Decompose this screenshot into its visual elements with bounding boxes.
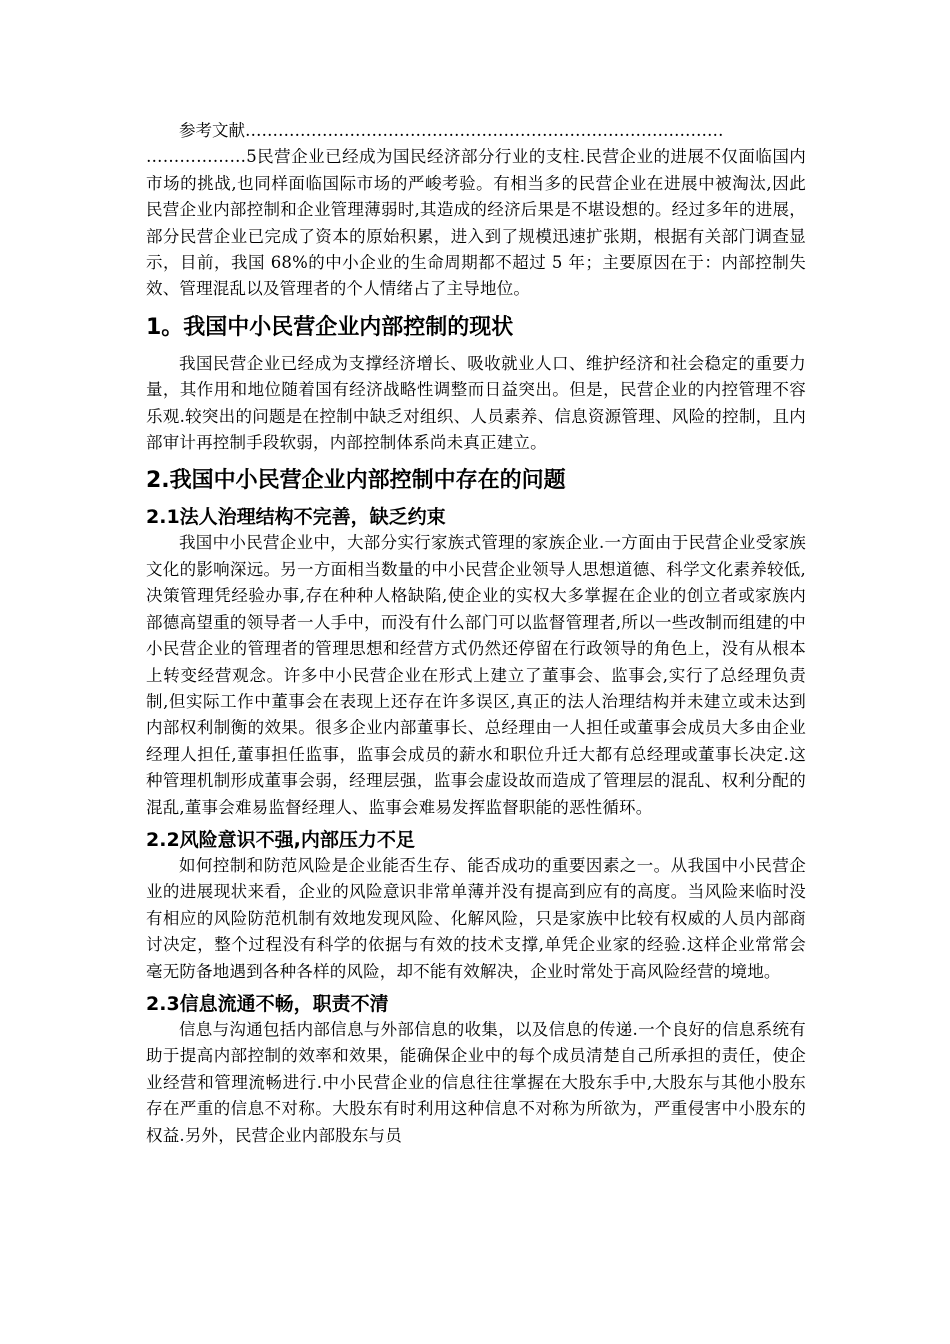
section-2-3-body: 信息与沟通包括内部信息与外部信息的收集，以及信息的传递.一个良好的信息系统有助于提高内部控制的效率和效果，能确保企业中的每个成员清楚自己所承担的责任，使企业经营和管理流畅进行.中小民营企业的信息往往掌握在大股东手中,大股东与其他小股东存在严重的信息不对称。大股东有时利用这种信息不对称为所欲为，严重侵害中小股东的权益.另外，民营企业内部股东与员 — [146, 1019, 806, 1145]
toc-leader-continued: ……………… — [146, 147, 247, 167]
section-1-heading: 1。我国中小民营企业内部控制的现状 — [146, 314, 514, 340]
toc-leader: …………………………………………………………………………… — [245, 121, 724, 140]
toc-line-references — [146, 118, 806, 144]
section-2-2-body: 如何控制和防范风险是企业能否生存、能否成功的重要因素之一。从我国中小民营企业的进展现状来看，企业的风险意识非常单薄并没有提高到应有的高度。当风险来临时没有相应的风险防范机制有效地发现风险、化解风险，只是家族中比较有权威的人员内部商讨决定，整个过程没有科学的依据与有效的技术支撑,单凭企业家的经验.这样企业常常会毫无防备地遇到各种各样的风险，却不能有效解决，企业时常处于高风险经营的境地。 — [146, 855, 806, 981]
section-1-body: 我国民营企业已经成为支撑经济增长、吸收就业人口、维护经济和社会稳定的重要力量，其作用和地位随着国有经济战略性调整而日益突出。但是，民营企业的内控管理不容乐观.较突出的问题是在控制中缺乏对组织、人员素养、信息资源管理、风险的控制，且内部审计再控制手段软弱，内部控制体系尚未真正建立。 — [146, 353, 806, 453]
section-2-1-body: 我国中小民营企业中，大部分实行家族式管理的家族企业.一方面由于民营企业受家族文化的影响深远。另一方面相当数量的中小民营企业领导人思想道德、科学文化素养较低,决策管理凭经验办事,存在种种人格缺陷,使企业的实权大多掌握在企业的创立者或家族内部德高望重的领导者一人手中，而没有什么部门可以监督管理者,所以一些改制而组建的中小民营企业的管理者的管理思想和经营方式仍然还停留在行政领导的角色上，没有从根本上转变经营观念。许多中小民营企业在形式上建立了董事会、监事会,实行了总经理负责制,但实际工作中董事会在表现上还存在许多误区,真正的法人治理结构并未建立或未达到内部权利制衡的效果。很多企业内部董事长、总经理由一人担任或董事会成员大多由企业经理人担任,董事担任监事，监事会成员的薪水和职位升迁大都有总经理或董事长决定.这种管理机制形成董事会弱，经理层强，监事会虚设故而造成了管理层的混乱、权利分配的混乱,董事会难易监督经理人、监事会难易发挥监督职能的恶性循环。 — [146, 533, 806, 817]
section-2-heading: 2.我国中小民营企业内部控制中存在的问题 — [146, 468, 566, 494]
intro-text: 5民营企业已经成为国民经济部分行业的支柱.民营企业的进展不仅面临国内市场的挑战,也同样面临国际市场的严峻考验。有相当多的民营企业在进展中被淘汰,因此民营企业内部控制和企业管理薄弱时,其造成的经济后果是不堪设想的。经过多年的进展，部分民营企业已完成了资本的原始积累，进入到了规模迅速扩张期，根据有关部门调查显示，目前，我国 68%的中小企业的生命周期都不超过 5 年；主要原因在于：内部控制失效、管理混乱以及管理者的个人情绪占了主导地位。 — [146, 147, 806, 299]
section-2-2-heading: 2.2风险意识不强,内部压力不足 — [146, 828, 415, 851]
intro-paragraph — [146, 144, 806, 302]
section-2-1-heading: 2.1法人治理结构不完善，缺乏约束 — [146, 506, 446, 529]
section-2-3-heading: 2.3信息流通不畅，职责不清 — [146, 992, 389, 1015]
toc-label: 参考文献 — [179, 121, 245, 140]
document-page — [146, 118, 806, 1149]
